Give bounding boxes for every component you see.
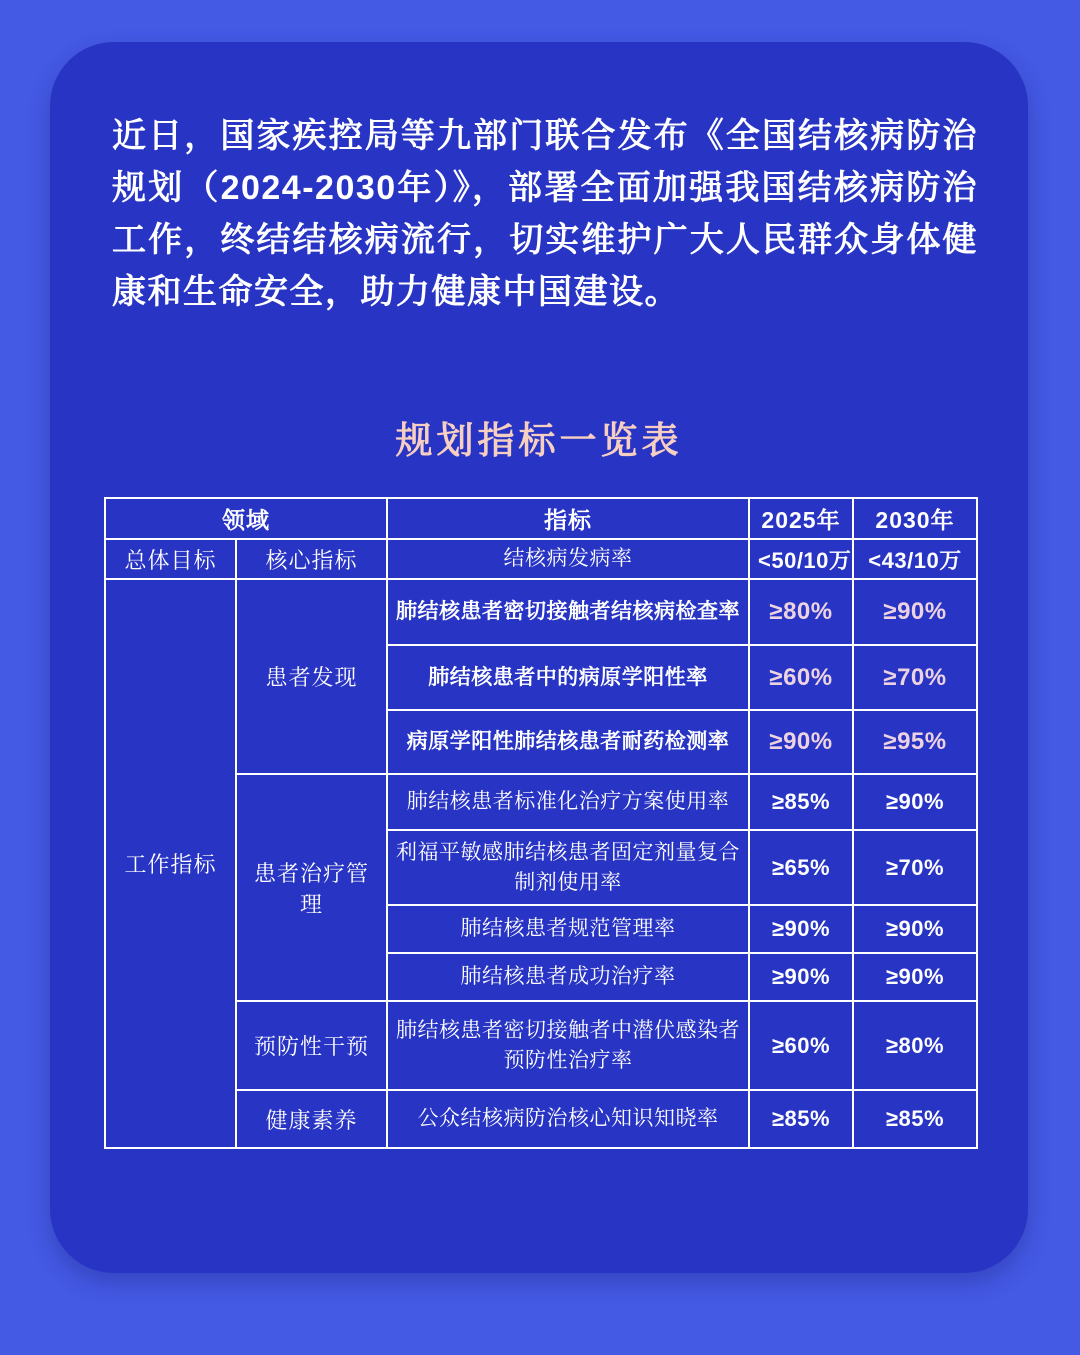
- target-2030-cell: ≥90%: [853, 579, 977, 645]
- content-card: [50, 42, 1028, 1273]
- target-2030-cell: ≥90%: [853, 774, 977, 830]
- domain-level2-cell: 预防性干预: [236, 1001, 387, 1090]
- domain-level1-cell: 工作指标: [105, 579, 236, 1148]
- indicator-cell: 肺结核患者成功治疗率: [387, 953, 749, 1001]
- target-2030-cell: ≥70%: [853, 645, 977, 710]
- domain-level2-cell: 健康素养: [236, 1090, 387, 1148]
- target-2025-cell: ≥90%: [749, 710, 853, 774]
- indicator-cell: 肺结核患者规范管理率: [387, 905, 749, 953]
- target-2030-cell: ≥70%: [853, 830, 977, 905]
- target-2030-cell: <43/10万: [853, 539, 977, 579]
- indicator-cell: 肺结核患者中的病原学阳性率: [387, 645, 749, 710]
- indicator-cell: 病原学阳性肺结核患者耐药检测率: [387, 710, 749, 774]
- target-2030-cell: ≥85%: [853, 1090, 977, 1148]
- target-2025-cell: ≥60%: [749, 1001, 853, 1090]
- domain-level1-cell: 总体目标: [105, 539, 236, 579]
- indicator-cell: 公众结核病防治核心知识知晓率: [387, 1090, 749, 1148]
- target-2030-cell: ≥90%: [853, 953, 977, 1001]
- table-row: [105, 579, 977, 645]
- domain-level2-cell: 核心指标: [236, 539, 387, 579]
- indicator-cell: 肺结核患者标准化治疗方案使用率: [387, 774, 749, 830]
- indicator-cell: 结核病发病率: [387, 539, 749, 579]
- header-domain: 领域: [105, 498, 387, 539]
- target-2030-cell: ≥95%: [853, 710, 977, 774]
- indicator-cell: 利福平敏感肺结核患者固定剂量复合制剂使用率: [387, 830, 749, 905]
- table-header-row: [105, 498, 977, 539]
- target-2025-cell: ≥90%: [749, 905, 853, 953]
- target-2025-cell: ≥80%: [749, 579, 853, 645]
- domain-level2-cell: 患者发现: [236, 579, 387, 774]
- target-2025-cell: ≥85%: [749, 774, 853, 830]
- target-2025-cell: ≥60%: [749, 645, 853, 710]
- table-title: 规划指标一览表: [395, 420, 683, 461]
- table-row: [105, 774, 977, 830]
- table-row: [105, 539, 977, 579]
- target-2030-cell: ≥90%: [853, 905, 977, 953]
- indicator-table: [104, 497, 978, 1149]
- indicator-cell: 肺结核患者密切接触者结核病检查率: [387, 579, 749, 645]
- domain-level2-cell: 患者治疗管理: [236, 774, 387, 1001]
- target-2030-cell: ≥80%: [853, 1001, 977, 1090]
- header-year-2030: 2030年: [853, 498, 977, 539]
- target-2025-cell: <50/10万: [749, 539, 853, 579]
- target-2025-cell: ≥90%: [749, 953, 853, 1001]
- indicator-cell: 肺结核患者密切接触者中潜伏感染者预防性治疗率: [387, 1001, 749, 1090]
- header-year-2025: 2025年: [749, 498, 853, 539]
- table-row: [105, 1090, 977, 1148]
- header-indicator: 指标: [387, 498, 749, 539]
- intro-paragraph: 近日，国家疾控局等九部门联合发布《全国结核病防治规划（2024-2030年）》，部署全面加强我国结核病防治工作，终结结核病流行，切实维护广大人民群众身体健康和生命安全，助力健康中国建设。: [112, 117, 978, 311]
- target-2025-cell: ≥65%: [749, 830, 853, 905]
- target-2025-cell: ≥85%: [749, 1090, 853, 1148]
- table-row: [105, 1001, 977, 1090]
